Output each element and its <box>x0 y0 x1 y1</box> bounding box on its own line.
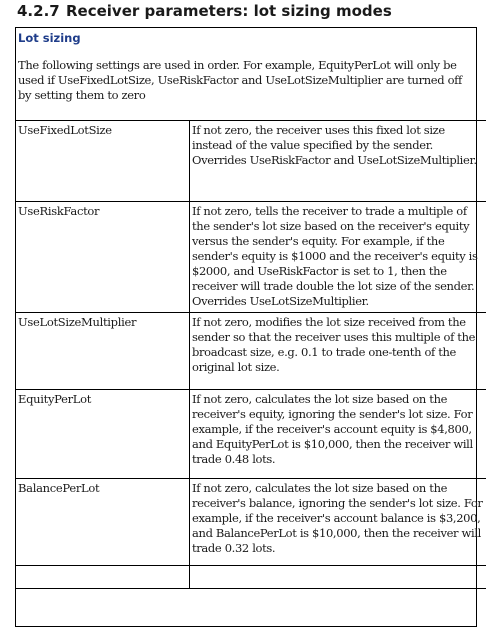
param-name: UseFixedLotSize <box>16 121 190 202</box>
table-row <box>16 479 486 566</box>
lot-sizing-box <box>15 27 477 627</box>
section-number: 4.2.7 <box>17 2 66 20</box>
box-title: Lot sizing <box>18 31 81 45</box>
section-title: Receiver parameters: lot sizing modes <box>66 2 392 20</box>
section-heading <box>17 2 392 20</box>
param-name-cut-off <box>16 566 190 589</box>
table-row <box>16 313 486 390</box>
param-description: If not zero, calculates the lot size based on the receiver's equity, ignoring the sender's lot size. For example, if the receiver's account equity is $4,800, and EquityPerLot is $10,000, then the receiver will trade 0.48 lots. <box>190 390 486 479</box>
param-name: BalancePerLot <box>16 479 190 566</box>
param-name: UseLotSizeMultiplier <box>16 313 190 390</box>
param-name: UseRiskFactor <box>16 202 190 313</box>
table-row <box>16 121 486 202</box>
table-row <box>16 390 486 479</box>
param-name: EquityPerLot <box>16 390 190 479</box>
param-description-cut-off <box>190 566 486 589</box>
param-description: If not zero, calculates the lot size based on the receiver's balance, ignoring the sender's lot size. For example, if the receiver's account balance is $3,200, and BalancePerLot is $10,000, then the receiver will trade 0.32 lots. <box>190 479 486 566</box>
param-description: If not zero, modifies the lot size received from the sender so that the receiver uses this multiple of the broadcast size, e.g. 0.1 to trade one-tenth of the original lot size. <box>190 313 486 390</box>
parameters-table <box>15 120 486 589</box>
intro-paragraph: The following settings are used in order. For example, EquityPerLot will only be used if UseFixedLotSize, UseRiskFactor and UseLotSizeMultiplier are turned off by setting them to zero <box>18 58 476 103</box>
param-description: If not zero, tells the receiver to trade a multiple of the sender's lot size based on the receiver's equity versus the sender's equity. For example, if the sender's equity is $1000 and the receiver's equity is $2000, and UseRiskFactor is set to 1, then the receiver will trade double the lot size of the sender. Overrides UseLotSizeMultiplier. <box>190 202 486 313</box>
table-row <box>16 566 486 589</box>
param-description: If not zero, the receiver uses this fixed lot size instead of the value specified by the sender. Overrides UseRiskFactor and UseLotSizeMultiplier. <box>190 121 486 202</box>
table-row <box>16 202 486 313</box>
